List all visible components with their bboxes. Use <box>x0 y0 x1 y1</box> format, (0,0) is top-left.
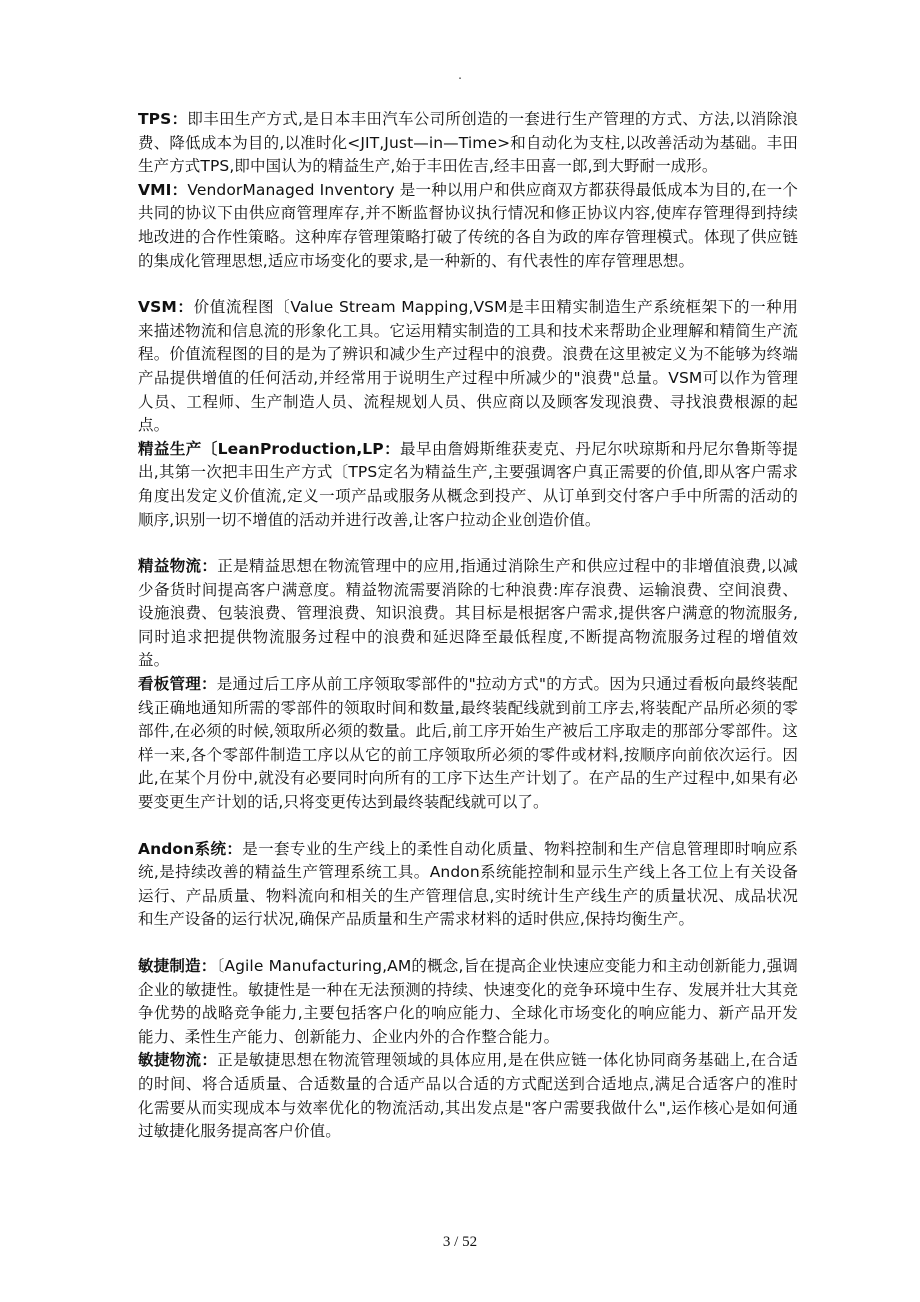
document-body <box>138 108 798 1144</box>
entry-text: VendorManaged Inventory 是一种以用户和供应商双方都获得最低成本为目的,在一个共同的协议下由供应商管理库存,并不断监督协议执行情况和修正协议内容,使库存管理得到持续地改进的合作性策略。这种库存管理策略打破了传统的各自为政的库存管理模式。体现了供应链的集成化管理思想,适应市场变化的要求,是一种新的、有代表性的库存管理思想。 <box>138 180 798 270</box>
entry-lean-production <box>138 438 798 532</box>
entry-tps <box>138 108 798 179</box>
entry-term: 敏捷物流： <box>138 1051 218 1070</box>
paragraph-gap <box>138 532 798 555</box>
entry-vsm <box>138 296 798 438</box>
entry-vmi <box>138 179 798 273</box>
entry-term: 精益物流： <box>138 557 218 576</box>
entry-kanban <box>138 673 798 815</box>
header-mark: . <box>458 68 462 82</box>
entry-term: TPS： <box>138 110 188 128</box>
paragraph-gap <box>138 273 798 296</box>
entry-term: Andon系统： <box>138 839 243 858</box>
paragraph-gap <box>138 815 798 838</box>
entry-text: 是一套专业的生产线上的柔性自动化质量、物料控制和生产信息管理即时响应系统,是持续改善的精益生产管理系统工具。Andon系统能控制和显示生产线上各工位上有关设备运行、产品质量、物料流向和相关的生产管理信息,实时统计生产线生产的质量状况、成品状况和生产设备的运行状况,确保产品质量和生产需求材料的适时供应,保持均衡生产。 <box>138 839 798 929</box>
paragraph-gap <box>138 932 798 955</box>
entry-term: 敏捷制造： <box>138 957 217 975</box>
entry-lean-logistics <box>138 555 798 673</box>
entry-text: 最早由詹姆斯维获麦克、丹尼尔吠琼斯和丹尼尔鲁斯等提出,其第一次把丰田生产方式〔TPS定名为精益生产,主要强调客户真正需要的价值,即从客户需求角度出发定义价值流,定义一项产品或服务从概念到投产、从订单到交付客户手中所需的活动的顺序,识别一切不增值的活动并进行改善,让客户拉动企业创造价值。 <box>138 439 798 529</box>
entry-term: 看板管理： <box>138 675 217 694</box>
entry-agile-logistics <box>138 1049 798 1143</box>
page-number: 3 / 52 <box>442 1234 478 1250</box>
entry-term: 精益生产〔LeanProduction,LP： <box>138 439 401 458</box>
entry-agile-manufacturing <box>138 955 798 1049</box>
entry-text: 正是敏捷思想在物流管理领域的具体应用,是在供应链一体化协同商务基础上,在合适的时间、将合适质量、合适数量的合适产品以合适的方式配送到合适地点,满足合适客户的准时化需要从而实现成本与效率优化的物流活动,其出发点是"客户需要我做什么",运作核心是如何通过敏捷化服务提高客户价值。 <box>138 1051 798 1141</box>
entry-text: 正是精益思想在物流管理中的应用,指通过消除生产和供应过程中的非增值浪费,以减少备货时间提高客户满意度。精益物流需要消除的七种浪费:库存浪费、运输浪费、空间浪费、设施浪费、包装浪费、管理浪费、知识浪费。其目标是根据客户需求,提供客户满意的物流服务,同时追求把提供物流服务过程中的浪费和延迟降至最低程度,不断提高物流服务过程的增值效益。 <box>138 557 798 670</box>
entry-text: 价值流程图〔Value Stream Mapping,VSM是丰田精实制造生产系统框架下的一种用来描述物流和信息流的形象化工具。它运用精实制造的工具和技术来帮助企业理解和精简生产流程。价值流程图的目的是为了辨识和减少生产过程中的浪费。浪费在这里被定义为不能够为终端产品提供增值的任何活动,并经常用于说明生产过程中所减少的"浪费"总量。VSM可以作为管理人员、工程师、生产制造人员、流程规划人员、供应商以及顾客发现浪费、寻找浪费根源的起点。 <box>138 298 799 435</box>
entry-text: 即丰田生产方式,是日本丰田汽车公司所创造的一套进行生产管理的方式、方法,以消除浪费、降低成本为目的,以准时化<JIT,Just—in—Time>和自动化为支柱,以改善活动为基础。丰田生产方式TPS,即中国认为的精益生产,始于丰田佐吉,经丰田喜一郎,到大野耐一成形。 <box>138 110 799 176</box>
entry-text: 〔Agile Manufacturing,AM的概念,旨在提高企业快速应变能力和主动创新能力,强调企业的敏捷性。敏捷性是一种在无法预测的持续、快速变化的竞争环境中生存、发展并壮大其竞争优势的战略竞争能力,主要包括客户化的响应能力、全球化市场变化的响应能力、新产品开发能力、柔性生产能力、创新能力、企业内外的合作整合能力。 <box>138 957 798 1046</box>
entry-term: VSM： <box>138 298 194 317</box>
entry-text: 是通过后工序从前工序领取零部件的"拉动方式"的方式。因为只通过看板向最终装配线正确地通知所需的零部件的领取时间和数量,最终装配线就到前工序去,将装配产品所必须的零部件,在必须的时候,领取所必须的数量。此后,前工序开始生产被后工序取走的那部分零部件。这样一来,各个零部件制造工序以从它的前工序领取所必须的零件或材料,按顺序向前依次运行。因此,在某个月份中,就没有必要同时向所有的工序下达生产计划了。在产品的生产过程中,如果有必要变更生产计划的话,只将变更传达到最终装配线就可以了。 <box>138 675 798 812</box>
entry-term: VMI： <box>138 180 188 199</box>
entry-andon <box>138 838 798 932</box>
